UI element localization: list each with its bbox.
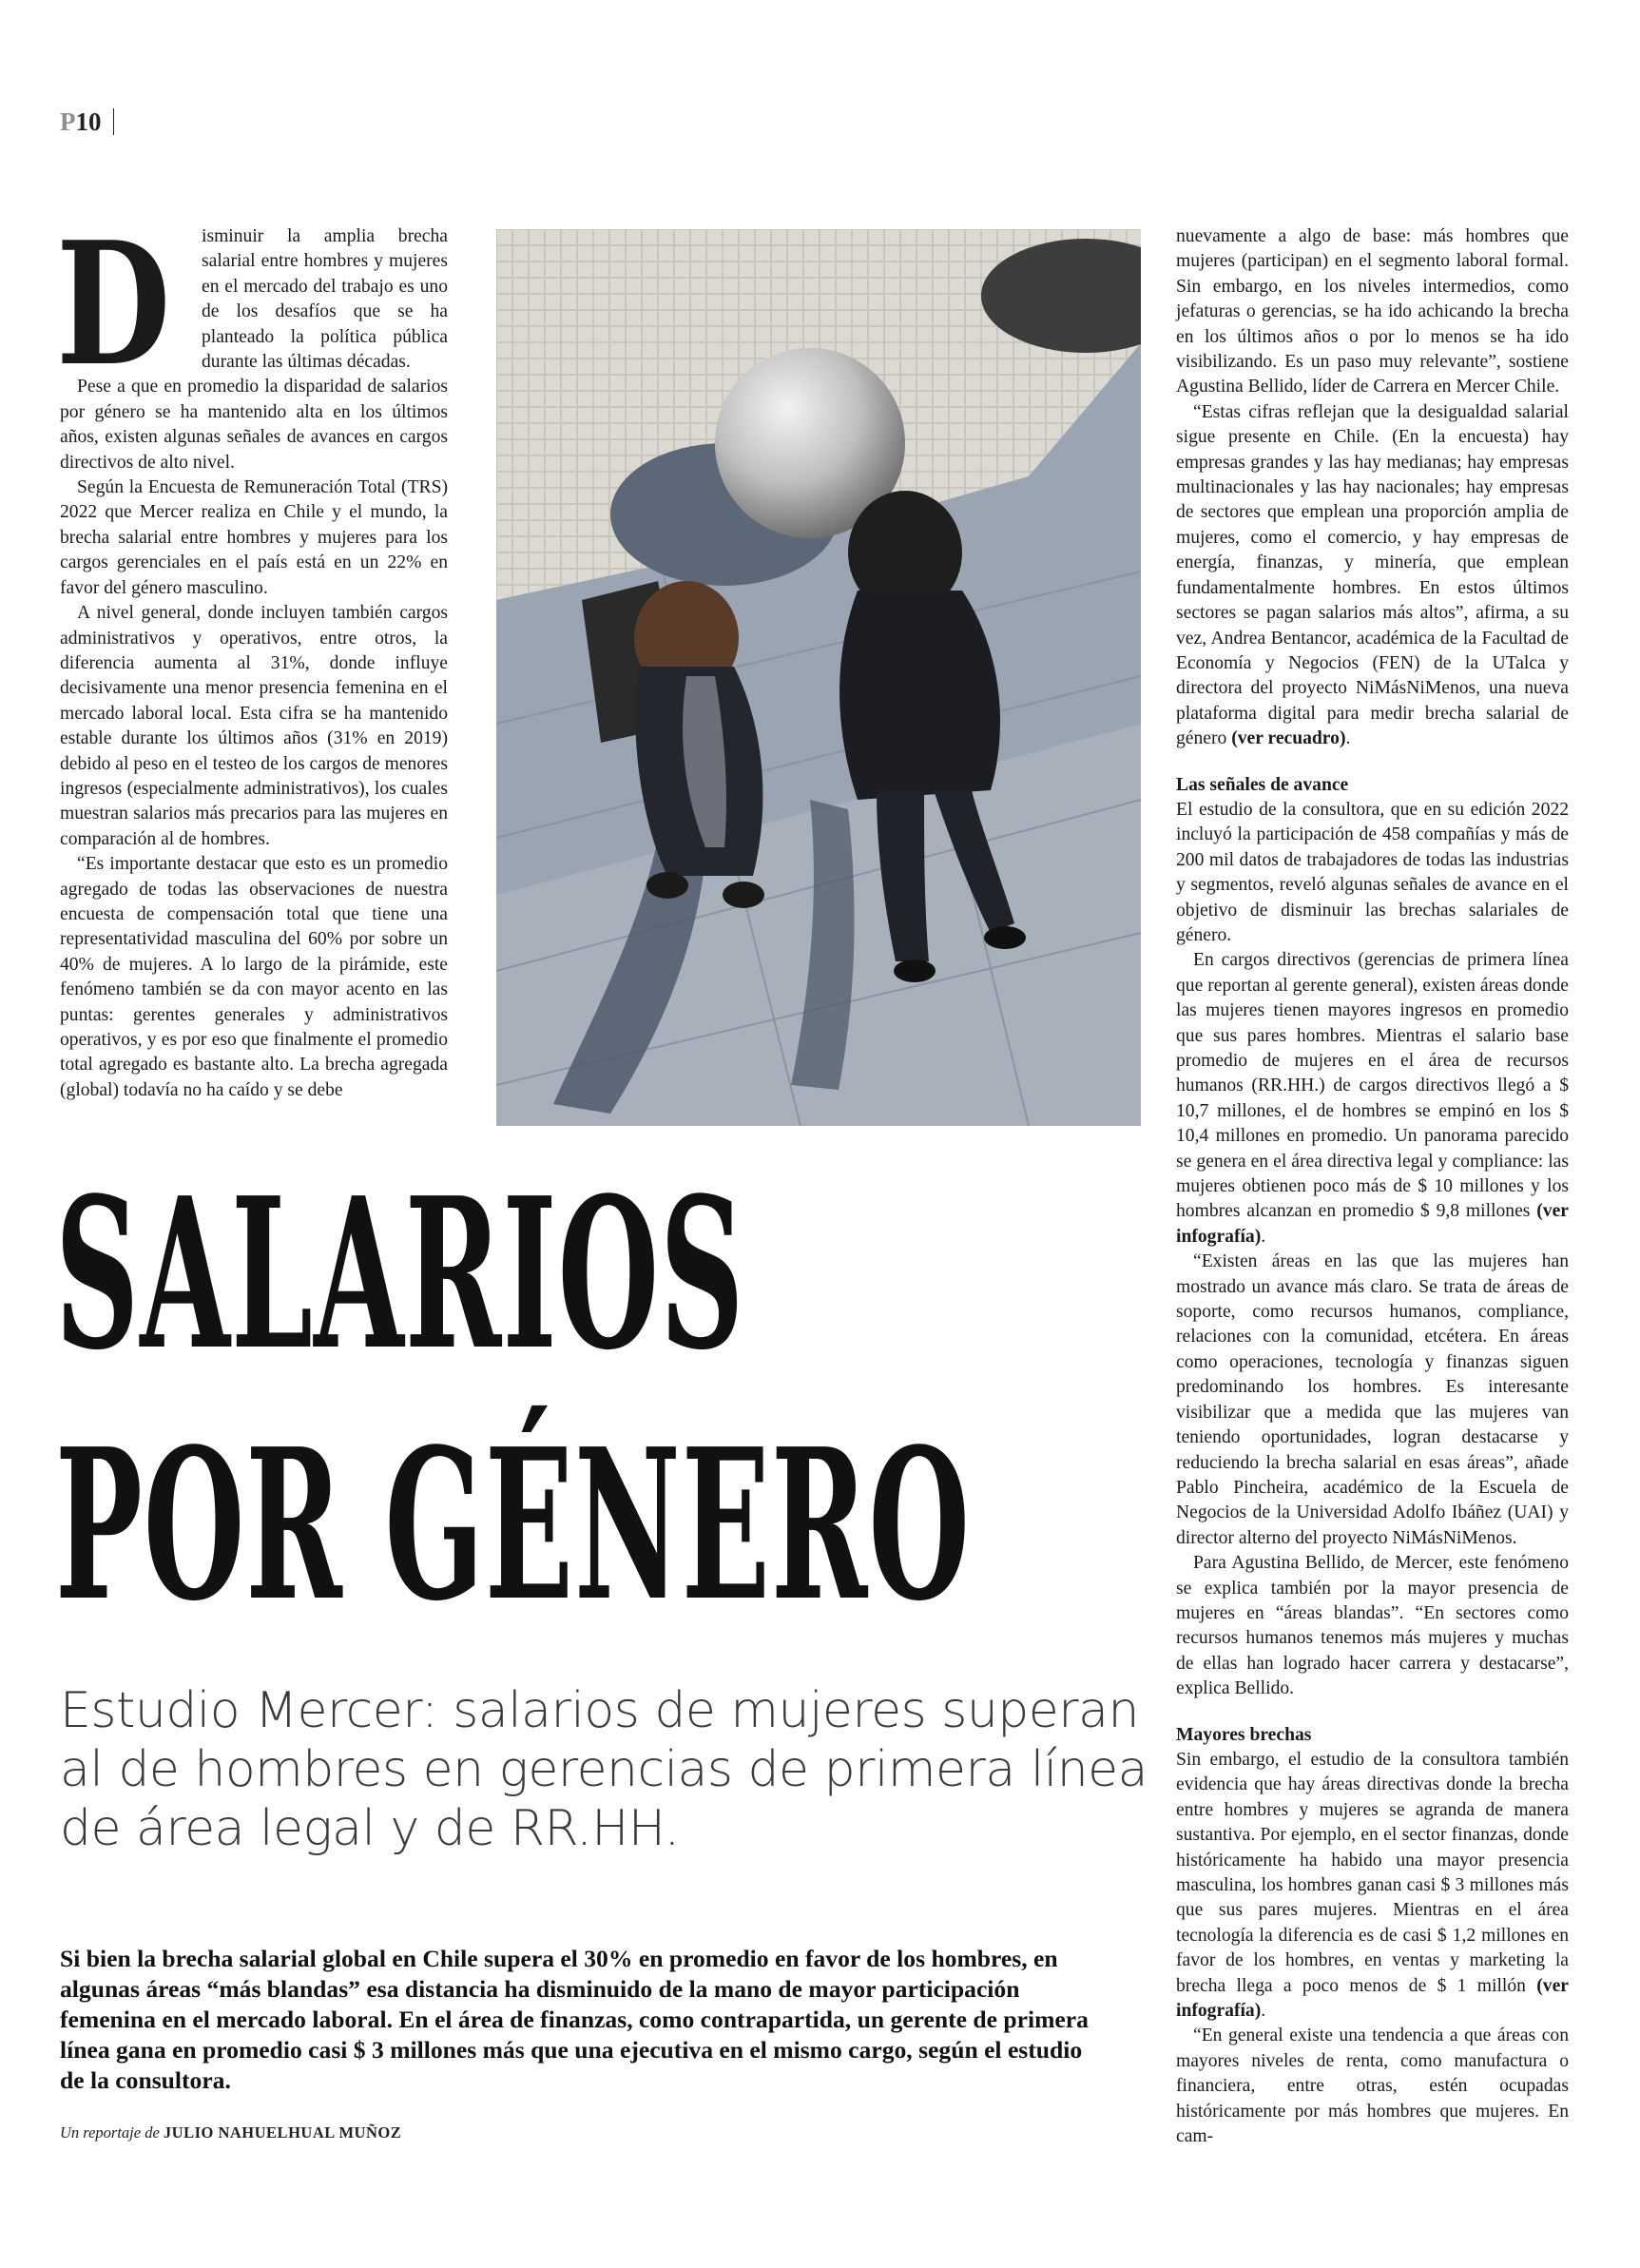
paragraph: “Es importante destacar que esto es un promedio agregado de todas las observaciones de nuestra encuesta de compensación total que tiene una representatividad masculina del 60% por sobre un 40% de mujeres. A lo largo de la pirámide, este fenómeno también se da con mayor acento en las puntas: gerentes generales y administrativos operativos, y es por eso que finalmente el promedio total agregado es bastante alto. La brecha agregada (global) todavía no ha caído y se debe [60, 854, 448, 1100]
paragraph-text: Sin embargo, el estudio de la consultora también evidencia que hay áreas directivas donde la brecha entre hombres y mujeres se agranda de manera sustantiva. Por ejemplo, en el sector finanzas, donde históricamente ha habido una mayor presencia masculina, los hombres ganan casi $ 3 millones más que sus pares mujeres. Mientras en el área tecnología la diferencia es de casi $ 1,2 millones en favor de los hombres, en ventas y marketing la brecha llega a poco menos de $ 1 millón [1176, 1749, 1569, 1996]
left-column [56, 204, 448, 1103]
page-prefix: P [60, 107, 76, 136]
photo-two-women-walking [496, 229, 1141, 1126]
drop-cap: D [56, 204, 171, 403]
paragraph: En cargos directivos (gerencias de primera línea que reportan al gerente general), existen áreas donde las mujeres tienen mayores ingresos en promedio que sus pares hombres. Mientras el salario base promedio de mujeres en el área de recursos humanos (RR.HH.) de cargos directivos llegó a $ 10,7 millones, el de hombres se empinó en los $ 10,4 millones en promedio. Un panorama parecido se genera en el área directiva legal y compliance: las mujeres obtienen poco más de $ 10 millones y los hombres alcanzan en promedio $ 9,8 millones (ver infografía). [1176, 950, 1569, 1247]
right-column [1176, 224, 1569, 2149]
subhead-mayores-brechas: Mayores brechas [1176, 1724, 1312, 1745]
photo-illustration [496, 229, 1141, 1126]
paragraph: “Estas cifras reflejan que la desigualdad salarial sigue presente en Chile. (En la encuesta) hay empresas grandes y las hay medianas; hay empresas multinacionales y las hay nacionales; hay empresas de sectores que emplean una proporción amplia de mujeres, como el comercio, y hay empresas de energía, finanzas, y minería, que emplean fundamentalmente hombres. En estos últimos sectores se pagan salarios más altos”, afirma, a su vez, Andrea Bentancor, académica de la Facultad de Economía y Negocios (FEN) de la UTalca y directora del proyecto NiMásNiMenos, una nueva plataforma digital para medir brecha salarial de género (ver recuadro). [1176, 401, 1569, 749]
byline-prefix: Un reportaje de [60, 2123, 160, 2142]
paragraph: Para Agustina Bellido, de Mercer, este fenómeno se explica también por la mayor presencia de mujeres en “áreas blandas”. “En sectores como recursos humanos tenemos más mujeres y muchas de ellas han logrado hacer carrera y destacarse”, explica Bellido. [1176, 1553, 1569, 1699]
paragraph: “En general existe una tendencia a que áreas con mayores niveles de renta, como manufactura o financiera, entre otras, estén ocupadas históricamente por más hombres que mujeres. En cam- [1176, 2026, 1569, 2147]
lede: Si bien la brecha salarial global en Chile supera el 30% en promedio en favor de los hombres, en algunas áreas “más blandas” esa distancia ha disminuido de la mano de mayor participación femenina en el mercado laboral. En el área de finanzas, como contrapartida, un gerente de primera línea gana en promedio casi $ 3 millones más que una ejecutiva en el mismo cargo, según el estudio de la consultora. [60, 1945, 1089, 2094]
headline [55, 1149, 971, 1651]
byline-author: JULIO NAHUELHUAL MUÑOZ [163, 2123, 402, 2142]
headline-line-2: POR GÉNERO [55, 1404, 972, 1647]
paragraph: nuevamente a algo de base: más hombres que mujeres (participan) en el segmento laboral formal. Sin embargo, en los niveles intermedios, como jefaturas o gerencias, se ha ido achicando la brecha en los últimos años o por lo menos se ha ido visibilizando. Es un paso muy relevante”, sostiene Agustina Bellido, líder de Carrera en Mercer Chile. [1176, 226, 1569, 397]
subhead-senales-avance: Las señales de avance [1176, 774, 1349, 795]
byline [60, 2123, 401, 2142]
subtitle: Estudio Mercer: salarios de mujeres superan al de hombres en gerencias de primera línea de área legal y de RR.HH. [60, 1682, 1148, 1857]
page-number-value: 10 [75, 107, 102, 136]
paragraph-text: En cargos directivos (gerencias de primera línea que reportan al gerente general), existen áreas donde las mujeres tienen mayores ingresos en promedio que sus pares hombres. Mientras el salario base promedio de mujeres en el área de recursos humanos (RR.HH.) de cargos directivos llegó a $ 10,7 millones, el de hombres se empinó en los $ 10,4 millones en promedio. Un panorama parecido se genera en el área directiva legal y compliance: las mujeres obtienen poco más de $ 10 millones y los hombres alcanzan en promedio $ 9,8 millones [1176, 950, 1569, 1222]
paragraph-text: “Estas cifras reflejan que la desigualdad salarial sigue presente en Chile. (En la encuesta) hay empresas grandes y las hay medianas; hay empresas multinacionales y las hay nacionales; hay empresas de sectores que emplean una proporción amplia de mujeres, como el comercio, y hay empresas de energía, finanzas, y minería, que emplean fundamentalmente hombres. En estos últimos sectores se pagan salarios más altos”, afirma, a su vez, Andrea Bentancor, académica de la Facultad de Economía y Negocios (FEN) de la UTalca y directora del proyecto NiMásNiMenos, una nueva plataforma digital para medir brecha salarial de género [1176, 401, 1569, 749]
paragraph: Pese a que en promedio la disparidad de salarios por género se ha mantenido alta en los últimos años, existen algunas señales de avances en cargos directivos de alto nivel. [60, 377, 448, 473]
paragraph: “Existen áreas en las que las mujeres han mostrado un avance más claro. Se trata de áreas de soporte, como recursos humanos, compliance, relaciones con la comunidad, etcétera. En áreas como operaciones, tecnología y finanzas siguen predominando los hombres. Es interesante visibilizar que a medida que las mujeres van teniendo oportunidades, logran destacarse y reduciendo la brecha salarial en esas áreas”, añade Pablo Pincheira, académico de la Escuela de Negocios de la Universidad Adolfo Ibáñez (UAI) y director alterno del proyecto NiMásNiMenos. [1176, 1251, 1569, 1548]
ref-recuadro: (ver recuadro) [1231, 728, 1346, 749]
paragraph: isminuir la amplia brecha salarial entre hombres y mujeres en el mercado del trabajo es uno de los desafíos que se ha planteado la política pública durante las últimas décadas. [202, 226, 448, 373]
paragraph: Según la Encuesta de Remuneración Total (TRS) 2022 que Mercer realiza en Chile y el mundo, la brecha salarial entre hombres y mujeres para los cargos gerenciales en el país está en un 22% en favor del género masculino. [60, 477, 448, 598]
ref-infografia: (ver infografía) [1176, 1201, 1569, 1247]
ref-infografia: (ver infografía) [1176, 1975, 1569, 2022]
page-number [60, 108, 114, 135]
paragraph: Sin embargo, el estudio de la consultora también evidencia que hay áreas directivas donde la brecha entre hombres y mujeres se agranda de manera sustantiva. Por ejemplo, en el sector finanzas, donde históricamente ha habido una mayor presencia masculina, los hombres ganan casi $ 3 millones más que sus pares mujeres. Mientras en el área tecnología la diferencia es de casi $ 1,2 millones en favor de los hombres, en ventas y marketing la brecha llega a poco menos de $ 1 millón (ver infografía). [1176, 1749, 1569, 2022]
paragraph: El estudio de la consultora, que en su edición 2022 incluyó la participación de 458 compañías y más de 200 mil datos de trabajadores de todas las industrias y segmentos, reveló algunas señales de avance en el objetivo de disminuir las brechas salariales de género. [1176, 799, 1569, 945]
headline-line-1: SALARIOS [55, 1153, 745, 1396]
paragraph: A nivel general, donde incluyen también cargos administrativos y operativos, entre otros, la diferencia aumenta al 31%, donde influye decisivamente una menor presencia femenina en el mercado laboral local. Esta cifra se ha mantenido estable durante los últimos años (31% en 2019) debido al peso en el testeo de los cargos de menores ingresos (especialmente administrativos), los cuales muestran salarios más precarios para las mujeres en comparación al de hombres. [60, 603, 448, 849]
